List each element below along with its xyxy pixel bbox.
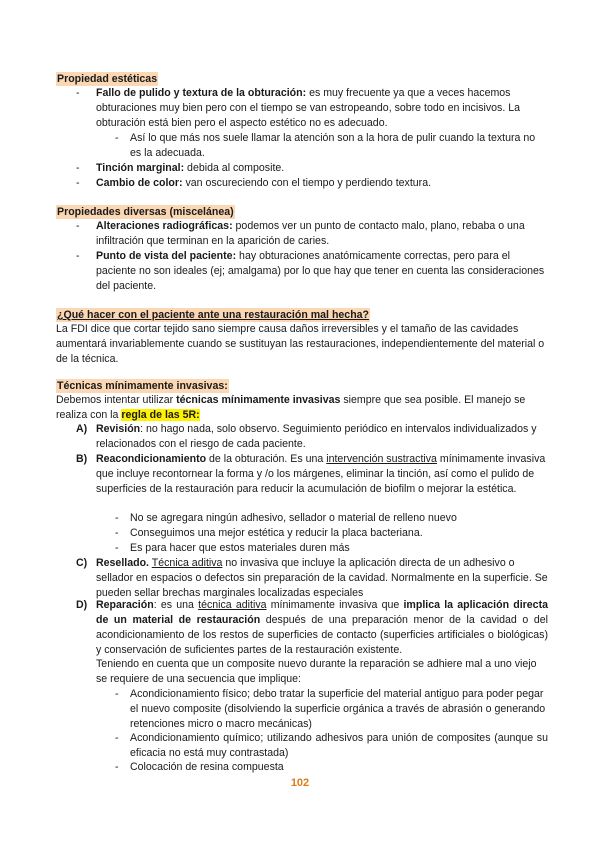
section-heading-esteticas: Propiedad estéticas xyxy=(57,73,158,85)
item-term: Tinción marginal: xyxy=(96,162,185,174)
dash-bullet: - xyxy=(115,688,119,700)
item-text: debida al composite. xyxy=(184,162,285,174)
list-item xyxy=(76,86,548,131)
page-number: 102 xyxy=(290,777,310,789)
list-item xyxy=(76,161,548,176)
item-term: Punto de vista del paciente: xyxy=(96,250,237,262)
item-text: hay obturaciones anatómicamente correctas, pero para el paciente no son ideales (ej; amalgama) por lo que hay que tener en cuenta las consideraciones del paciente. xyxy=(96,250,545,292)
dash-bullet: - xyxy=(115,132,119,144)
sub-list-item: - No se agregara ningún adhesivo, sellador o material de relleno nuevo xyxy=(115,512,457,524)
paragraph: Teniendo en cuenta que un composite nuevo durante la reparación se adhiere mal a uno viejo se requiere de una secuencia que implique: xyxy=(96,658,537,685)
list-item-d: D) Reparación: es una técnica aditiva mínimamente invasiva que implica la aplicación directa de un material de restauración después de una preparación menor de la cavidad o del acondicionamiento de los restos de superficies de contacto (superficies artificiales o biológicas) y conservación de suficientes partes de la restauración existente. xyxy=(76,599,548,656)
section-heading-diversas: Propiedades diversas (miscelánea) xyxy=(57,206,234,218)
section-heading-restauracion: ¿Qué hacer con el paciente ante una restauración mal hecha? xyxy=(57,309,370,321)
dash-bullet: - xyxy=(115,527,119,539)
item-text: es muy frecuente ya que a veces hacemos obturaciones muy bien pero con el tiempo se van estropeando, sobre todo en incisivos. La obturación está bien pero el aspecto estético no es adecuado. xyxy=(96,87,521,129)
sub-list-item: - Conseguimos una mejor estética y reducir la placa bacteriana. xyxy=(115,527,423,539)
dash-bullet: - xyxy=(115,512,119,524)
list-item xyxy=(76,249,548,294)
paragraph: La FDI dice que cortar tejido sano siempre causa daños irreversibles y el tamaño de las cavidades aumentará invariablemente cuando se sustituyan las restauraciones, independientemente del material o de la técnica. xyxy=(56,323,545,365)
dash-bullet: - xyxy=(115,732,119,744)
item-term: Alteraciones radiográficas: xyxy=(96,220,233,232)
dash-bullet: - xyxy=(76,87,80,99)
dash-bullet: - xyxy=(76,162,80,174)
list-item-a: A) Revisión: no hago nada, solo observo. Seguimiento periódico en intervalos individualizados y relacionados con el riesgo de cada paciente. xyxy=(76,423,537,450)
list-item xyxy=(76,176,548,191)
sub-list-item: - Acondicionamiento físico; debo tratar la superficie del material antiguo para poder pegar el nuevo composite (disolviendo la superficie orgánica a través de abrasión o generando retenciones micro o macro mecánicas) xyxy=(115,688,546,730)
dash-bullet: - xyxy=(76,220,80,232)
sub-list-item: - Es para hacer que estos materiales duren más xyxy=(115,542,350,554)
sub-list-item: - Acondicionamiento químico; utilizando adhesivos para unión de composites (aunque su eficacia no está muy contrastada) xyxy=(115,732,548,759)
item-term: Cambio de color: xyxy=(96,177,183,189)
intro-paragraph: Debemos intentar utilizar técnicas mínimamente invasivas siempre que sea posible. El manejo se realiza con la regla de las 5R: xyxy=(56,394,526,421)
section-heading-tecnicas: Técnicas mínimamente invasivas: xyxy=(57,380,228,392)
sub-list-item: - Colocación de resina compuesta xyxy=(115,761,284,773)
list-item xyxy=(76,219,548,249)
item-text: Así lo que más nos suele llamar la atención son a la hora de pulir cuando la textura no es la adecuada. xyxy=(130,132,536,159)
item-text: van oscureciendo con el tiempo y perdiendo textura. xyxy=(182,177,432,189)
item-term: Fallo de pulido y textura de la obturación: xyxy=(96,87,307,99)
rule-5r-highlight: regla de las 5R: xyxy=(121,409,200,421)
item-text: podemos ver un punto de contacto malo, plano, rebaba o una infiltración que terminan en la aparición de caries. xyxy=(96,220,525,247)
sub-list-item xyxy=(115,131,548,161)
list-item-c: C) Resellado. Técnica aditiva no invasiva que incluye la aplicación directa de un adhesivo o sellador en espacios o defectos sin preparación de la cavidad. Normalmente en la superficie. Se pueden sellar brechas marginales localizadas especiales xyxy=(76,557,548,599)
dash-bullet: - xyxy=(115,542,119,554)
dash-bullet: - xyxy=(115,761,119,773)
list-item-b: B) Reacondicionamiento de la obturación. Es una intervención sustractiva mínimamente invasiva que incluye recontornear la forma y /o los márgenes, eliminar la tinción, así como el pulido de superficies de la restauración para reducir la acumulación de biofilm o mejorar la estética. xyxy=(76,453,546,495)
dash-bullet: - xyxy=(76,250,80,262)
dash-bullet: - xyxy=(76,177,80,189)
